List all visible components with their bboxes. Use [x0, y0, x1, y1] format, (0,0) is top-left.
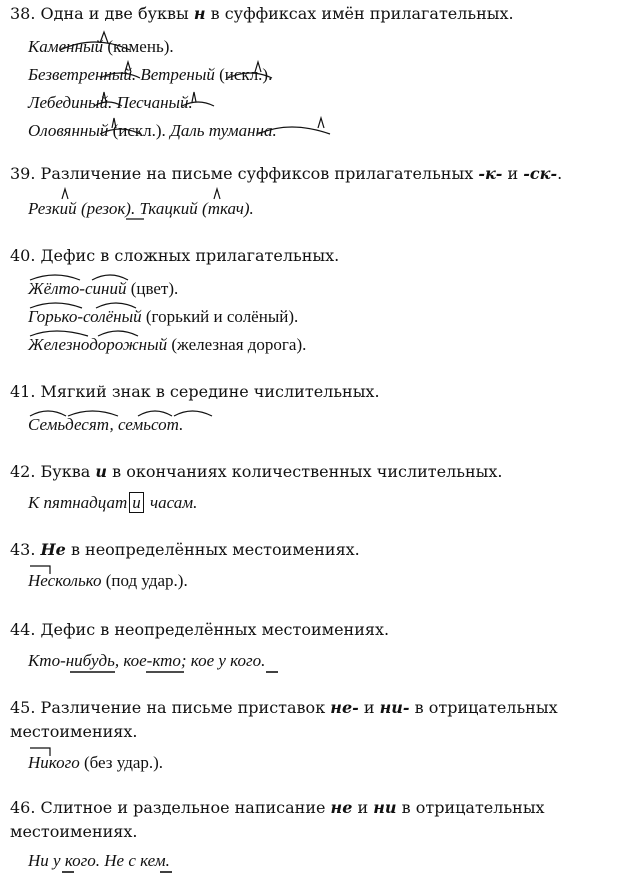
example-46: Ни у кого. Не с кем.: [28, 851, 170, 870]
ending-box: и: [129, 492, 144, 513]
example-44: Кто-нибудь, кое-кто; кое у кого.: [28, 651, 266, 670]
rule-40: 40. Дефис в сложных прилагательных.: [10, 246, 340, 265]
example-40-1: Жёлто-синий (цвет).: [28, 279, 179, 298]
rule-number: 38.: [10, 4, 36, 23]
example-39: Резкий (резок). Ткацкий (ткач).: [28, 199, 254, 218]
example-38-4: Оловянный (искл.). Даль туманна.: [28, 121, 277, 140]
rule-41: 41. Мягкий знак в середине числительных.: [10, 382, 380, 401]
rule-39: 39. Различение на письме суффиксов прилагательных -к- и -ск-.: [10, 164, 563, 183]
rule-45: 45. Различение на письме приставок не- и ни- в отрицательных местоимениях.: [10, 698, 558, 741]
example-40-3: Железнодорожный (железная дорога).: [28, 335, 307, 354]
example-45: Никого (без удар.).: [28, 753, 164, 772]
rule-42: 42. Буква и в окончаниях количественных числительных.: [10, 462, 503, 481]
example-38-1: Каменный (камень).: [28, 37, 174, 56]
example-42: К пятнадцат и часам.: [28, 493, 198, 512]
rule-44: 44. Дефис в неопределённых местоимениях.: [10, 620, 390, 639]
rule-38: 38. Одна и две буквы н в суффиксах имён прилагательных.: [10, 4, 514, 23]
example-43: Несколько (под удар.).: [28, 571, 188, 590]
example-38-3: Лебединый. Песчаный.: [28, 93, 193, 112]
example-38-2: Безветренный. Ветреный (искл.).: [28, 65, 273, 84]
rule-43: 43. Не в неопределённых местоимениях.: [10, 540, 360, 559]
example-41: Семьдесят, семьсот.: [28, 415, 184, 434]
example-40-2: Горько-солёный (горький и солёный).: [28, 307, 299, 326]
rule-46: 46. Слитное и раздельное написание не и ни в отрицательных местоимениях.: [10, 798, 545, 841]
